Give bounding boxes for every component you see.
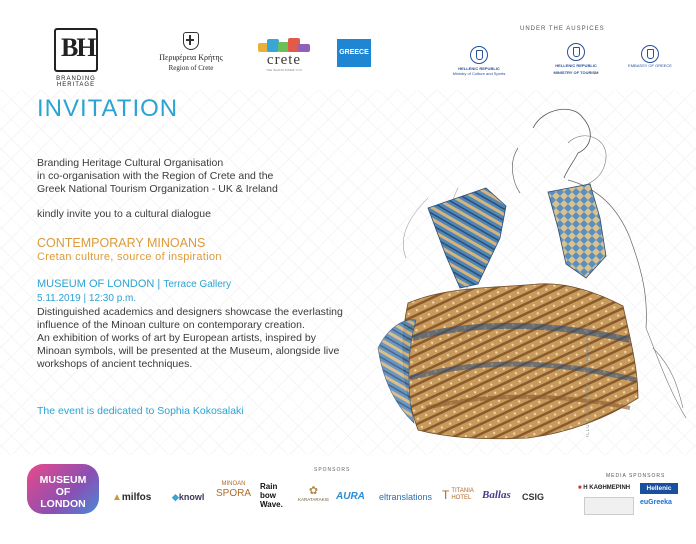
media-eugreeka: euGreeka — [640, 499, 672, 506]
sponsors-title: SPONSORS — [314, 467, 351, 473]
greece-badge: GREECE — [337, 39, 371, 67]
sponsor-titania — [442, 488, 474, 502]
bh-caption: BRANDING HERITAGE — [56, 76, 96, 88]
footer — [0, 455, 696, 544]
hellenic-seal-icon — [567, 43, 585, 61]
crete-wordmark: crete — [266, 52, 302, 68]
auspice-line2: EMBASSY OF GREECE — [628, 63, 672, 68]
header — [0, 0, 696, 90]
sponsor-name: SPORA — [216, 488, 252, 499]
museum-logo-line: MUSEUM — [39, 474, 87, 486]
sponsor-eltranslations: eltranslations — [379, 492, 433, 502]
sponsor-name: MINOAN — [221, 481, 246, 487]
auspice-line2: MINISTRY OF TOURISM — [553, 70, 599, 75]
event-date: 5.11.2019 | 12:30 p.m. — [37, 293, 137, 304]
auspices-title: UNDER THE AUSPICES — [520, 26, 605, 32]
knowl-mark-icon: ◆ — [172, 492, 179, 502]
sponsor-name: Wave. — [260, 500, 283, 509]
event-subtitle: Cretan culture, source of inspiration — [37, 251, 222, 263]
bh-monogram: BH — [61, 33, 95, 62]
newspaper-thumbnail-icon — [584, 497, 634, 515]
event-title: CONTEMPORARY MINOANS — [37, 236, 206, 250]
branding-heritage-logo — [40, 28, 112, 88]
sponsor-rainbow-wave — [260, 482, 283, 509]
intro-line: Branding Heritage Cultural Organisation — [37, 157, 224, 169]
crete-colors-icon — [256, 38, 312, 52]
sponsor-csig: CSIG — [522, 492, 545, 502]
sponsor-name: TITANIA — [451, 488, 474, 494]
sponsor-ballas: Ballas — [482, 489, 511, 501]
museum-of-london-logo — [27, 464, 99, 514]
titania-mark-icon: T — [442, 488, 450, 502]
venue-gallery: Terrace Gallery — [163, 279, 232, 290]
sponsor-milfos — [112, 492, 151, 503]
description-line: workshops of ancient techniques. — [37, 358, 193, 370]
crete-logo — [256, 38, 312, 72]
venue-separator: | — [157, 278, 161, 290]
page-title: INVITATION — [37, 95, 179, 122]
auspice-ministry-culture — [438, 46, 520, 76]
dedication: The event is dedicated to Sophia Kokosalaki — [37, 405, 244, 417]
description-line: Minoan symbols, will be presented at the Museum, alongside live — [37, 345, 340, 357]
auspice-line1: HELLENIC REPUBLIC — [555, 63, 597, 68]
milfos-mark-icon: ▲ — [112, 492, 122, 503]
sponsor-name: HOTEL — [451, 495, 472, 501]
intro-text — [37, 157, 278, 196]
sponsor-name: knowl — [178, 492, 205, 502]
sponsor-minoan-spora — [216, 480, 251, 499]
embassy-seal-icon — [641, 45, 659, 63]
sponsor-name: Rain — [260, 482, 278, 491]
invite-line: kindly invite you to a cultural dialogue — [37, 208, 211, 220]
greek-emblem-icon — [183, 32, 199, 50]
media-name: Η ΚΑΘΗΜΕΡΙΝΗ — [583, 485, 631, 491]
description-line: Distinguished academics and designers showcase the everlasting — [37, 306, 343, 318]
auspice-ministry-tourism — [540, 43, 612, 75]
bh-monogram-icon — [54, 28, 98, 72]
description-line: influence of the Minoan culture on contemporary creation. — [37, 319, 305, 331]
sponsor-karatarakis — [298, 485, 329, 502]
sponsor-name: KARATARAKIS — [298, 497, 329, 502]
region-of-crete-logo — [146, 32, 236, 72]
intro-line: in co-organisation with the Region of Crete and the — [37, 170, 274, 182]
sponsor-knowl — [172, 492, 204, 503]
illustration-credit: ILLUSTRATION BY ALEXANDRA DESSA — [585, 322, 590, 437]
media-kathimerini — [578, 485, 630, 491]
region-english-name: Region of Crete — [168, 64, 214, 72]
karatarakis-emblem-icon: ✿ — [308, 485, 319, 497]
intro-line: Greek National Tourism Organization - UK & Ireland — [37, 183, 278, 195]
venue — [37, 278, 231, 290]
crete-tagline: THE ISLAND INSIDE YOU — [266, 68, 302, 72]
auspice-line2: Ministry of Culture and Sports — [452, 71, 506, 76]
hellenic-seal-icon — [470, 46, 488, 64]
sponsor-aura: AURA — [336, 491, 365, 502]
sponsor-name: milfos — [121, 492, 152, 503]
media-sponsors-title: MEDIA SPONSORS — [606, 473, 666, 479]
auspice-line1: HELLENIC REPUBLIC — [458, 66, 500, 71]
auspice-embassy — [622, 45, 678, 68]
media-hellenic: Hellenic — [640, 483, 678, 494]
sponsor-name: bow — [260, 491, 276, 500]
minoan-figure-illustration — [368, 88, 696, 448]
description-line: An exhibition of works of art by European artists, inspired by — [37, 332, 316, 344]
kathimerini-mark-icon: ■ — [578, 485, 582, 491]
venue-name: MUSEUM OF LONDON — [37, 278, 155, 290]
description — [37, 306, 343, 371]
museum-logo-line: OF LONDON — [40, 486, 86, 510]
region-greek-name: Περιφέρεια Κρήτης — [159, 53, 223, 62]
